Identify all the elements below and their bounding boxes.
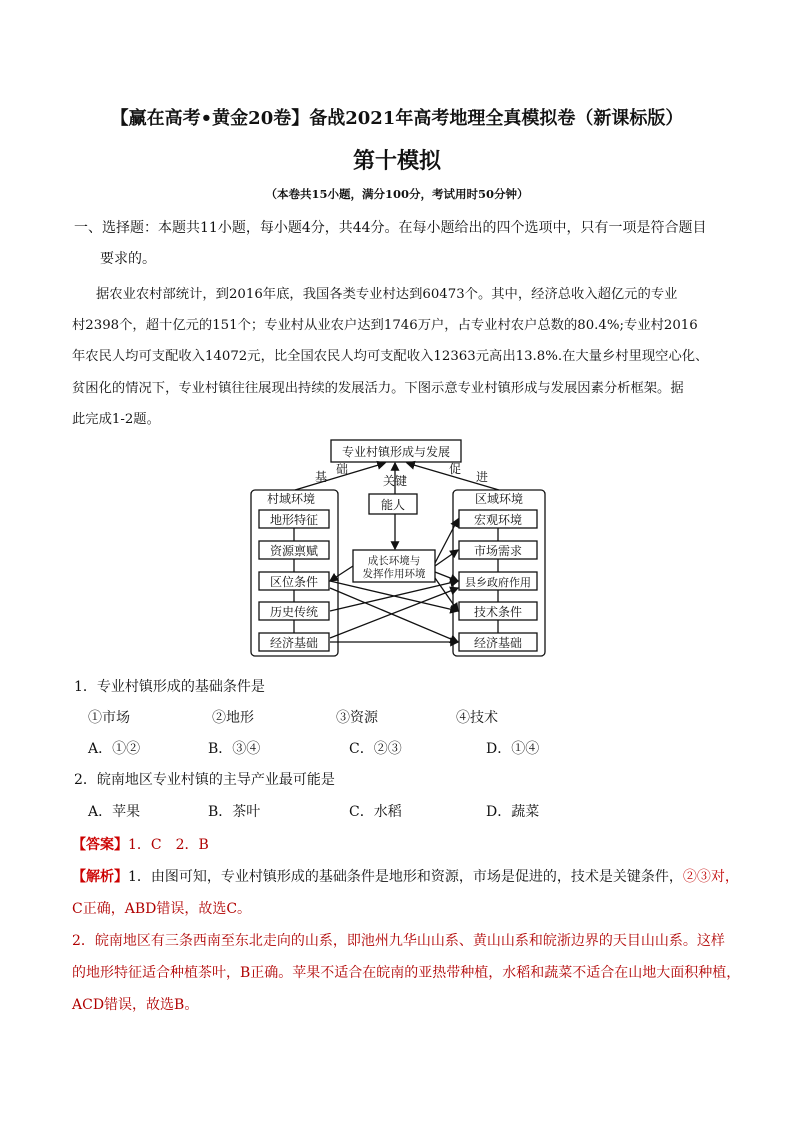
document-subtitle: 第十模拟	[352, 148, 441, 174]
label-base: 础	[335, 462, 349, 476]
exam-note: （本卷共15小题，满分100分，考试用时50分钟）	[265, 187, 529, 201]
q1-option: B．③④	[208, 741, 261, 757]
answer-text: 1．C 2．B	[128, 837, 209, 853]
q1-choice: ②地形	[212, 710, 254, 726]
explanation-line: ACD错误，故选B。	[72, 997, 199, 1013]
answer-line	[72, 834, 209, 854]
right-item: 县乡政府作用	[465, 576, 531, 589]
q1-choice: ③资源	[336, 710, 378, 726]
label-promote: 进	[475, 470, 489, 484]
q2-option: A．苹果	[88, 804, 141, 820]
center-top-label: 能人	[380, 498, 406, 512]
factor-framework-diagram	[245, 438, 550, 662]
passage-line: 此完成1-2题。	[72, 412, 160, 427]
passage-line: 据农业农村部统计，到2016年底，我国各类专业村达到60473个。其中，经济总收入超亿元的专业	[96, 287, 678, 302]
label-base: 基	[314, 470, 328, 484]
q1-choice: ①市场	[88, 710, 130, 726]
q1-option: C．②③	[349, 741, 402, 757]
right-item: 技术条件	[473, 605, 523, 619]
left-item: 资源禀赋	[269, 544, 319, 558]
passage-line: 贫困化的情况下，专业村镇往往展现出持续的发展活力。下图示意专业村镇形成与发展因素分析框架。据	[72, 381, 684, 396]
left-item: 经济基础	[269, 636, 319, 650]
explanation-highlight: ②③对，	[682, 869, 739, 885]
section-instructions-cont: 要求的。	[100, 251, 156, 267]
q1-option: A．①②	[88, 741, 141, 757]
center-mid-label: 成长环境与	[367, 555, 421, 567]
label-promote: 促	[448, 462, 462, 476]
answer-tag: 【答案】	[72, 837, 128, 853]
explanation-line: C正确，ABD错误，故选C。	[72, 901, 252, 917]
right-item: 市场需求	[473, 544, 523, 558]
q1-option: D．①④	[486, 741, 540, 757]
explanation-line	[72, 866, 739, 886]
question-2-stem: 2．皖南地区专业村镇的主导产业最可能是	[74, 772, 335, 788]
explanation-line: 2．皖南地区有三条西南至东北走向的山系，即池州九华山山系、黄山山系和皖浙边界的天目山山系。这样	[72, 933, 725, 949]
right-title: 区域环境	[474, 492, 524, 506]
left-item: 历史传统	[269, 605, 319, 619]
right-item: 经济基础	[473, 636, 523, 650]
label-key: 关键	[382, 474, 408, 488]
section-instructions: 一、选择题：本题共11小题，每小题4分，共44分。在每小题给出的四个选项中，只有一项是符合题目	[74, 220, 707, 236]
left-item: 地形特征	[269, 513, 319, 527]
passage-line: 年农民人均可支配收入14072元，比全国农民人均可支配收入12363元高出13.8%.在大量乡村里现空心化、	[72, 349, 709, 364]
passage-line: 村2398个，超十亿元的151个；专业村从业农户达到1746万户，占专业村农户总数的80.4%;专业村2016	[72, 318, 698, 333]
q1-choice: ④技术	[456, 710, 498, 726]
left-item: 区位条件	[269, 575, 319, 589]
left-title: 村域环境	[266, 492, 316, 506]
center-mid-label: 发挥作用环境	[362, 568, 426, 580]
q2-option: B．茶叶	[208, 804, 261, 820]
q2-option: C．水稻	[349, 804, 402, 820]
explanation-tag: 【解析】	[72, 869, 128, 885]
q2-option: D．蔬菜	[486, 804, 540, 820]
explanation-text: 1．由图可知，专业村镇形成的基础条件是地形和资源，市场是促进的，技术是关键条件，	[128, 869, 683, 885]
question-1-stem: 1．专业村镇形成的基础条件是	[74, 679, 265, 695]
right-item: 宏观环境	[473, 513, 523, 527]
explanation-line: 的地形特征适合种植茶叶，B正确。苹果不适合在皖南的亚热带种植，水稻和蔬菜不适合在山地大面积种植，	[72, 965, 741, 981]
diagram-top-label: 专业村镇形成与发展	[341, 445, 451, 459]
document-title: 【赢在高考•黄金20卷】备战2021年高考地理全真模拟卷（新课标版）	[110, 108, 684, 129]
